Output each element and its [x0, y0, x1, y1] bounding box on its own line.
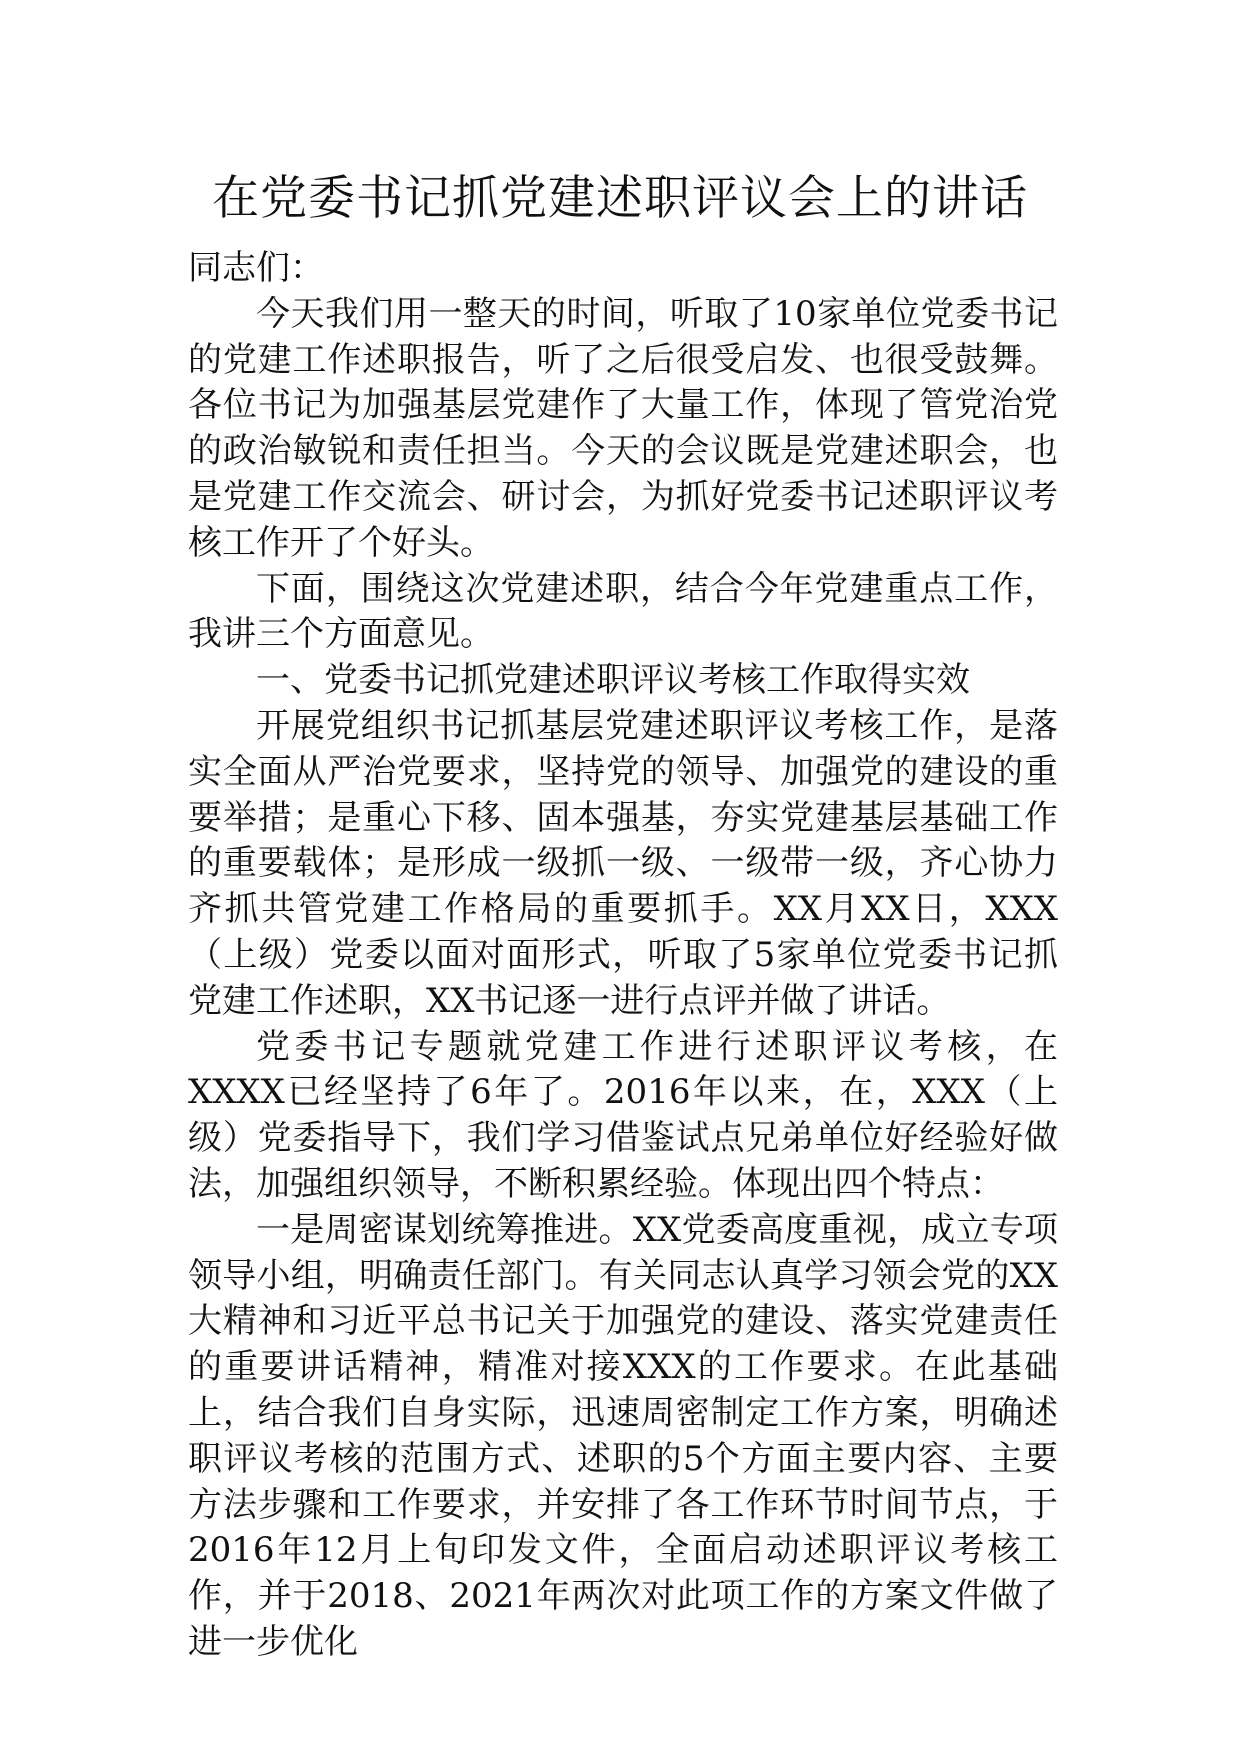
section-paragraph: 一是周密谋划统筹推进。XX党委高度重视，成立专项领导小组，明确责任部门。有关同志认真学习领会党的XX大精神和习近平总书记关于加强党的建设、落实党建责任的重要讲话精神，精准对接XXX的工作要求。在此基础上，结合我们自身实际，迅速周密制定工作方案，明确述职评议考核的范围方式、述职的5个方面主要内容、主要方法步骤和工作要求，并安排了各工作环节时间节点，于2016年12月上旬印发文件，全面启动述职评议考核工作，并于2018、2021年两次对此项工作的方案文件做了进一步优化: [188, 1209, 1058, 1662]
section-paragraph: 开展党组织书记抓基层党建述职评议考核工作，是落实全面从严治党要求，坚持党的领导、加强党的建设的重要举措；是重心下移、固本强基，夯实党建基层基础工作的重要载体；是形成一级抓一级、一级带一级，齐心协力齐抓共管党建工作格局的重要抓手。XX月XX日，XXX（上级）党委以面对面形式，听取了5家单位党委书记抓党建工作述职，XX书记逐一进行点评并做了讲话。: [188, 705, 1058, 1021]
section-paragraph: 党委书记专题就党建工作进行述职评议考核，在XXXX已经坚持了6年了。2016年以来，在，XXX（上级）党委指导下，我们学习借鉴试点兄弟单位好经验好做法，加强组织领导，不断积累经验。体现出四个特点：: [188, 1026, 1058, 1204]
body-paragraph: 下面，围绕这次党建述职，结合今年党建重点工作，我讲三个方面意见。: [188, 568, 1058, 655]
document-body: [188, 246, 1058, 1666]
section-heading: 一、党委书记抓党建述职评议考核工作取得实效: [256, 660, 970, 701]
document-title: 在党委书记抓党建述职评议会上的讲话: [212, 171, 1028, 226]
body-paragraph: 今天我们用一整天的时间，听取了10家单位党委书记的党建工作述职报告，听了之后很受启发、也很受鼓舞。各位书记为加强基层党建作了大量工作，体现了管党治党的政治敏锐和责任担当。今天的会议既是党建述职会，也是党建工作交流会、研讨会，为抓好党委书记述职评议考核工作开了个好头。: [188, 293, 1058, 563]
salutation: 同志们：: [188, 248, 324, 288]
